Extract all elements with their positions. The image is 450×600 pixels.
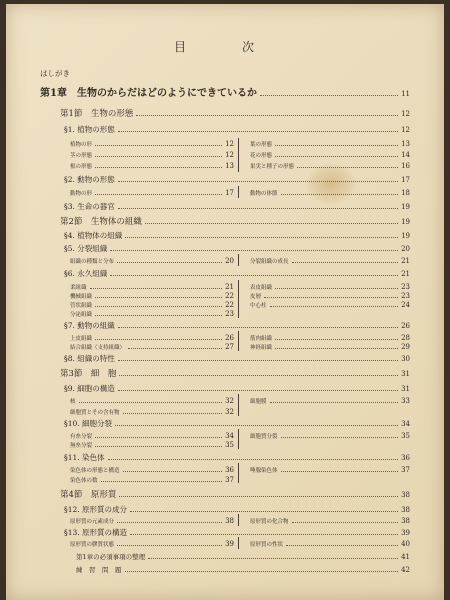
- toc-item: 機械組織 22: [70, 292, 234, 300]
- page-title: 目 次: [173, 40, 276, 54]
- toc-section-4: 第4節 原形質 38: [60, 490, 410, 500]
- toc-item: 原形質の化合物 38: [250, 517, 410, 525]
- column-divider: [238, 463, 239, 483]
- column-divider: [238, 331, 239, 351]
- toc-item: 花の形態 14: [250, 151, 410, 159]
- column-divider: [238, 514, 239, 526]
- column-divider: [238, 254, 239, 266]
- column-divider: [238, 138, 239, 172]
- toc-item: 動物の体節 18: [250, 189, 410, 197]
- toc-item: 果実と種子の形態 16: [250, 162, 410, 170]
- toc-item: 茎の形態 12: [70, 151, 234, 159]
- toc-s13: §13. 原形質の構造 39: [64, 528, 410, 537]
- toc-item: 分裂組織の成長 21: [250, 257, 410, 265]
- toc-s3: §3. 生命の器官 19: [64, 202, 410, 211]
- toc-item: 原形質の元素成分 38: [70, 517, 234, 525]
- toc-item: 神経組織 29: [250, 343, 410, 351]
- toc-hashigaki: はしがき: [40, 69, 70, 78]
- toc-item: 原形質の性状 40: [250, 540, 410, 548]
- toc-section-2: 第2節 生物体の組織 19: [60, 217, 410, 227]
- toc-item: 細胞質とその含有物 32: [70, 408, 234, 416]
- toc-item: 原形質の膠質状態 39: [70, 540, 234, 548]
- toc-s4: §4. 植物体の組織 19: [64, 231, 410, 240]
- toc-item: 動物の形 17: [70, 189, 234, 197]
- toc-item: 管状組織 22: [70, 301, 234, 309]
- toc-s12: §12. 原形質の成分 38: [64, 505, 410, 514]
- toc-item: 葉の形態 13: [250, 140, 410, 148]
- toc-s2: §2. 動物の形態 17: [64, 175, 410, 184]
- toc-item: 筋肉組織 28: [250, 334, 410, 342]
- toc-section-3: 第3節 細 胞 31: [60, 369, 410, 379]
- column-divider: [238, 537, 239, 549]
- toc-item: 皮層 23: [250, 292, 410, 300]
- toc-s8: §8. 組織の特性 30: [64, 354, 410, 363]
- toc-item: 唾腺染色体 37: [250, 466, 410, 474]
- toc-section-1: 第1節 生物の形態 12: [60, 109, 410, 119]
- toc-s11: §11. 染色体 36: [64, 453, 410, 462]
- toc-item: 分泌組織 23: [70, 310, 234, 318]
- toc-chapter-1: 第1章 生物のからだはどのようにできているか 11: [40, 88, 410, 99]
- toc-exercises: 練 習 問 題 42: [76, 566, 410, 574]
- toc-s5: §5. 分裂組織 20: [64, 244, 410, 253]
- column-divider: [238, 280, 239, 318]
- toc-item: 植物の形 12: [70, 140, 234, 148]
- toc-item: 染色体の形態と構造 36: [70, 466, 234, 474]
- column-divider: [238, 429, 239, 449]
- toc-s9: §9. 細胞の構造 31: [64, 384, 410, 393]
- toc-item: 根の形態 13: [70, 162, 234, 170]
- toc-item: 表皮組織 23: [250, 283, 410, 291]
- toc-s10: §10. 細胞分裂 34: [64, 419, 410, 428]
- toc-s7: §7. 動物の組織 26: [64, 321, 410, 330]
- toc-item: 細胞質分裂 35: [250, 432, 410, 440]
- toc-item: 柔組織 21: [70, 283, 234, 291]
- toc-item: 無糸分裂 35: [70, 441, 234, 449]
- column-divider: [238, 394, 239, 416]
- toc-item: 上皮組織 26: [70, 334, 234, 342]
- toc-s6: §6. 永久組織 21: [64, 269, 410, 278]
- column-divider: [238, 186, 239, 198]
- toc-summary: 第1章の必須事項の整理 41: [76, 553, 410, 561]
- toc-item: 細胞膜 33: [250, 397, 410, 405]
- toc-s1: §1. 植物の形態 12: [64, 125, 410, 134]
- toc-item: 中心柱 24: [250, 301, 410, 309]
- toc-item: 核 32: [70, 397, 234, 405]
- book-page: [6, 4, 444, 600]
- toc-item: 結合組織（支持組織） 27: [70, 343, 234, 351]
- toc-item: 組織の種類と分布 20: [70, 257, 234, 265]
- toc-item: 有糸分裂 34: [70, 432, 234, 440]
- toc-item: 染色体の数 37: [70, 476, 234, 484]
